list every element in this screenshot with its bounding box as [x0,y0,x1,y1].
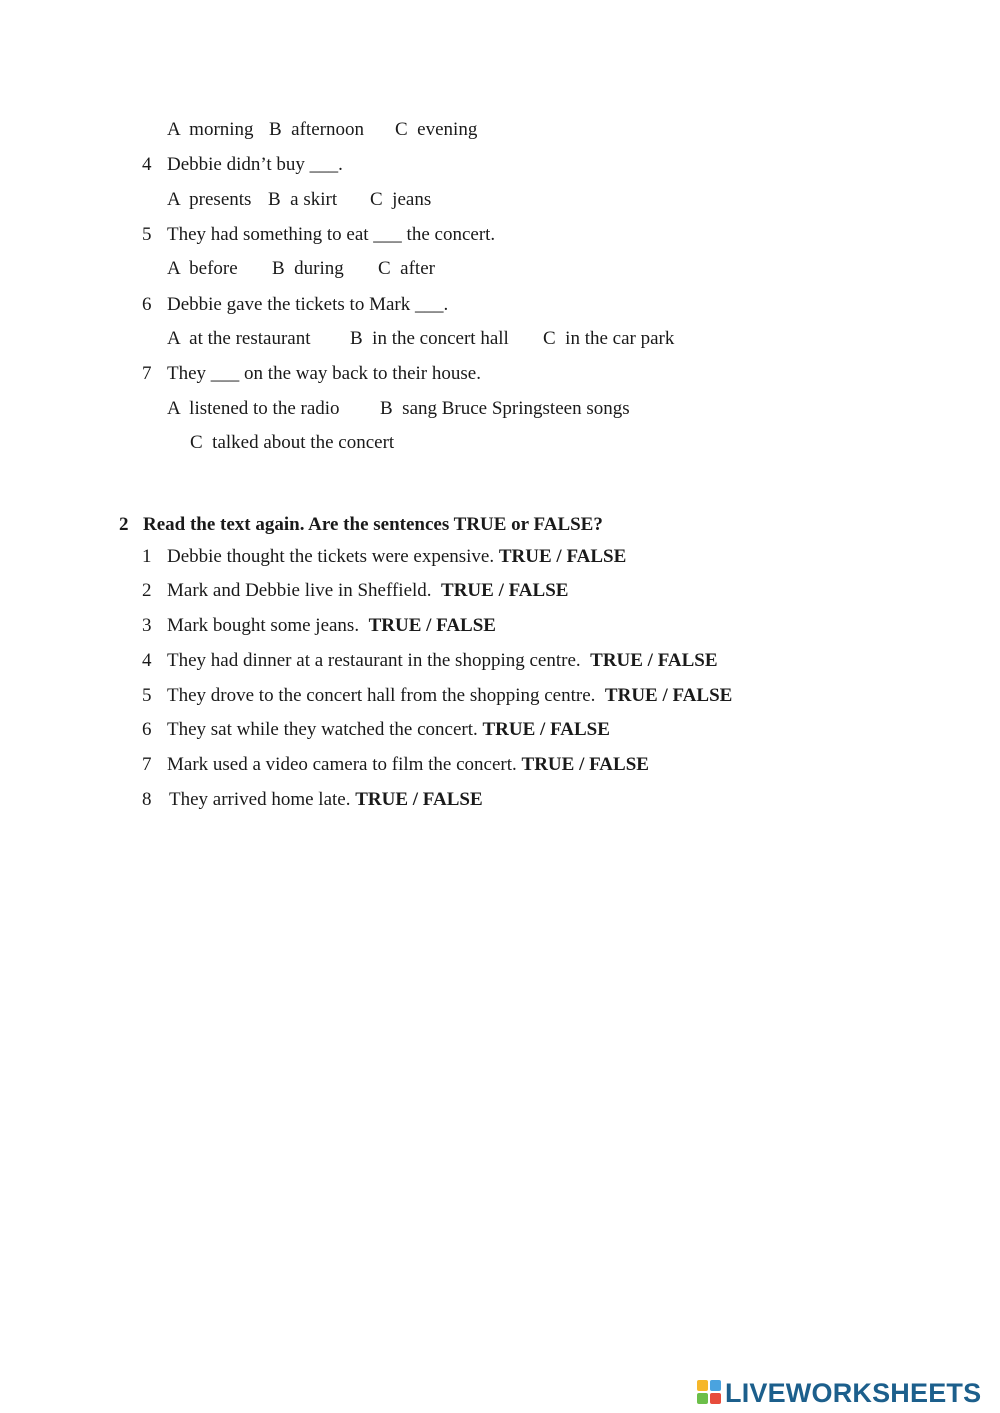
true-false-answer[interactable]: TRUE / FALSE [368,615,496,636]
true-false-answer[interactable]: TRUE / FALSE [482,719,610,740]
item-number: 2 [142,580,152,601]
list-item [167,754,649,776]
q4-option-a[interactable]: A presents [167,189,252,210]
list-item [167,546,626,568]
item-text: Debbie thought the tickets were expensive. [167,546,495,567]
q3-option-b[interactable]: B afternoon [269,119,364,140]
question-text: Debbie didn’t buy ___. [167,154,343,175]
liveworksheets-logo[interactable] [697,1378,981,1408]
list-item [167,615,496,637]
list-item [167,580,568,602]
item-number: 6 [142,719,152,740]
liveworksheets-logo-icon [697,1380,723,1406]
true-false-answer[interactable]: TRUE / FALSE [604,685,733,706]
q7-option-c[interactable]: C talked about the concert [190,432,395,453]
q4-option-c[interactable]: C jeans [370,189,432,210]
item-text: They arrived home late. [169,789,351,810]
item-text: They sat while they watched the concert. [167,719,478,740]
logo-text: LIVEWORKSHEETS [725,1377,982,1408]
true-false-answer[interactable]: TRUE / FALSE [521,754,649,775]
question-text: Debbie gave the tickets to Mark ___. [167,294,449,315]
question-text: They ___ on the way back to their house. [167,363,481,384]
question-number: 6 [142,294,152,315]
q6-option-a[interactable]: A at the restaurant [167,328,311,349]
item-text: Mark bought some jeans. [167,615,360,636]
true-false-answer[interactable]: TRUE / FALSE [498,546,627,567]
item-text: They had dinner at a restaurant in the shopping centre. [167,650,581,671]
item-number: 1 [142,546,152,567]
question-text: They had something to eat ___ the concert. [167,224,496,245]
true-false-answer[interactable]: TRUE / FALSE [441,580,569,601]
list-item [167,685,732,707]
q4-option-b[interactable]: B a skirt [268,189,338,210]
question-number: 4 [142,154,152,175]
item-text: Mark and Debbie live in Sheffield. [167,580,432,601]
question-number: 5 [142,224,152,245]
q5-option-b[interactable]: B during [272,258,344,279]
true-false-answer[interactable]: TRUE / FALSE [355,789,483,810]
list-item [167,650,718,672]
q3-option-a[interactable]: A morning [167,119,254,140]
item-number: 8 [142,789,152,810]
item-number: 4 [142,650,152,671]
q5-option-a[interactable]: A before [167,258,238,279]
list-item [169,789,483,811]
q6-option-b[interactable]: B in the concert hall [350,328,509,349]
item-number: 5 [142,685,152,706]
true-false-answer[interactable]: TRUE / FALSE [590,650,718,671]
item-text: Mark used a video camera to film the concert. [167,754,517,775]
section-title: Read the text again. Are the sentences TRUE or FALSE? [143,514,603,535]
q3-option-c[interactable]: C evening [395,119,478,140]
q6-option-c[interactable]: C in the car park [543,328,675,349]
q7-option-b[interactable]: B sang Bruce Springsteen songs [380,398,630,419]
item-number: 3 [142,615,152,636]
section-number: 2 [119,514,129,535]
item-text: They drove to the concert hall from the shopping centre. [167,685,596,706]
q7-option-a[interactable]: A listened to the radio [167,398,340,419]
list-item [167,719,610,741]
q5-option-c[interactable]: C after [378,258,435,279]
question-number: 7 [142,363,152,384]
item-number: 7 [142,754,152,775]
